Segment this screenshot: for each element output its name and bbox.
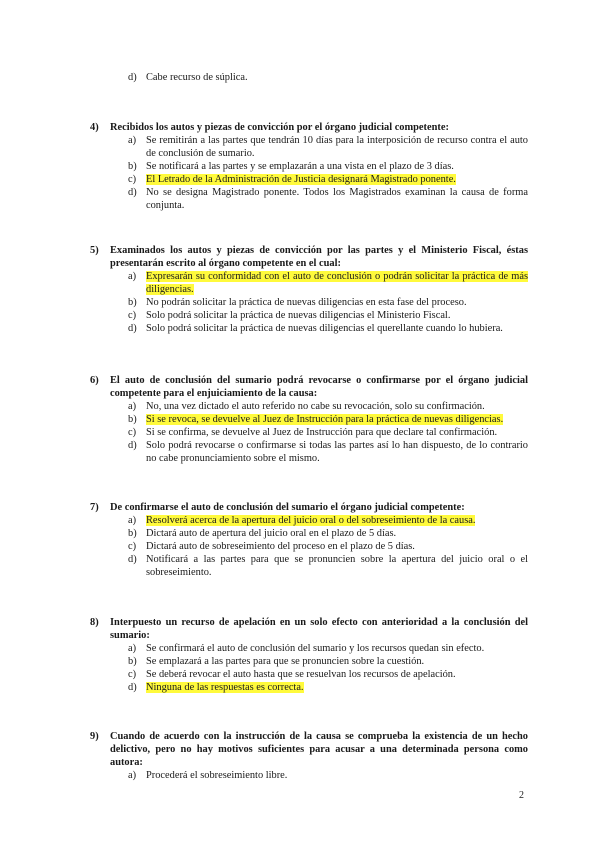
answer-option <box>128 655 528 668</box>
question-text: Examinados los autos y piezas de convicción por las partes y el Ministerio Fiscal, éstas presentarán escrito al órgano competente en el cual: <box>110 245 528 269</box>
answer-option <box>128 309 528 322</box>
option-letter: c) <box>128 310 137 321</box>
highlighted-answer-text: El Letrado de la Administración de Justicia designará Magistrado ponente. <box>146 174 456 185</box>
answer-option <box>128 322 528 335</box>
option-text: Dictará auto de apertura del juicio oral en el plazo de 5 días. <box>146 528 397 539</box>
question-block <box>90 616 528 694</box>
option-letter: d) <box>128 323 137 334</box>
question-block <box>90 374 528 465</box>
question-text: Cuando de acuerdo con la instrucción de la causa se comprueba la existencia de un hecho delictivo, pero no hay motivos suficientes para acusar a una determinada persona como autora: <box>110 731 528 768</box>
option-text: Se notificará a las partes y se emplazarán a una vista en el plazo de 3 días. <box>146 161 454 172</box>
answer-option <box>128 413 528 426</box>
answer-option <box>128 270 528 296</box>
option-letter: c) <box>128 669 137 680</box>
answer-options <box>90 769 528 782</box>
answer-option <box>128 160 528 173</box>
answer-option <box>128 769 528 782</box>
question-number: 7) <box>90 502 99 513</box>
option-text: No se designa Magistrado ponente. Todos los Magistrados examinan la causa de forma conjunta. <box>146 187 528 211</box>
option-letter: d) <box>128 554 137 565</box>
option-letter: a) <box>128 135 137 146</box>
answer-option <box>128 527 528 540</box>
answer-options <box>90 514 528 579</box>
option-text: No podrán solicitar la práctica de nuevas diligencias en esta fase del proceso. <box>146 297 467 308</box>
question-block <box>90 121 528 212</box>
highlighted-answer-text: Resolverá acerca de la apertura del juicio oral o del sobreseimiento de la causa. <box>146 515 476 526</box>
option-letter: a) <box>128 401 137 412</box>
answer-option <box>128 173 528 186</box>
highlighted-answer-text: Expresarán su conformidad con el auto de conclusión o podrán solicitar la práctica de más diligencias. <box>146 271 528 295</box>
option-text: Cabe recurso de súplica. <box>146 72 248 83</box>
option-letter: a) <box>128 770 137 781</box>
question-stem <box>90 374 528 400</box>
question-number: 4) <box>90 122 99 133</box>
option-text: Se deberá revocar el auto hasta que se resuelvan los recursos de apelación. <box>146 669 456 680</box>
answer-options <box>90 71 528 84</box>
option-letter: a) <box>128 515 137 526</box>
option-letter: c) <box>128 427 137 438</box>
answer-option <box>128 400 528 413</box>
question-number: 8) <box>90 617 99 628</box>
option-text: Solo podrá solicitar la práctica de nuevas diligencias el Ministerio Fiscal. <box>146 310 451 321</box>
option-letter: d) <box>128 72 137 83</box>
option-letter: a) <box>128 643 137 654</box>
question-block <box>90 501 528 579</box>
option-text: Dictará auto de sobreseimiento del proceso en el plazo de 5 días. <box>146 541 415 552</box>
answer-option <box>128 514 528 527</box>
answer-option <box>128 296 528 309</box>
answer-option <box>128 439 528 465</box>
question-stem <box>90 616 528 642</box>
question-text: Recibidos los autos y piezas de convicción por el órgano judicial competente: <box>110 122 449 133</box>
option-text: No, una vez dictado el auto referido no cabe su revocación, solo su confirmación. <box>146 401 485 412</box>
question-stem <box>90 244 528 270</box>
answer-option <box>128 71 528 84</box>
question-number: 6) <box>90 375 99 386</box>
option-letter: b) <box>128 161 137 172</box>
option-letter: b) <box>128 414 137 425</box>
answer-options <box>90 400 528 465</box>
question-text: El auto de conclusión del sumario podrá revocarse o confirmarse por el órgano judicial competente para el enjuiciamiento de la causa: <box>110 375 528 399</box>
option-text: Solo podrá revocarse o confirmarse si todas las partes así lo han dispuesto, de lo contrario no cabe pronunciamiento sobre el mismo. <box>146 440 528 464</box>
question-text: Interpuesto un recurso de apelación en un solo efecto con anterioridad a la conclusión del sumario: <box>110 617 528 641</box>
option-text: Solo podrá solicitar la práctica de nuevas diligencias el querellante cuando lo hubiera. <box>146 323 503 334</box>
option-letter: d) <box>128 682 137 693</box>
option-letter: b) <box>128 656 137 667</box>
question-stem <box>90 501 528 514</box>
option-letter: a) <box>128 271 137 282</box>
question-block <box>90 244 528 335</box>
answer-option <box>128 134 528 160</box>
question-stem <box>90 121 528 134</box>
answer-options <box>90 134 528 212</box>
answer-options <box>90 270 528 335</box>
option-text: Si se confirma, se devuelve al Juez de Instrucción para que declare tal confirmación. <box>146 427 498 438</box>
answer-option <box>128 186 528 212</box>
question-number: 9) <box>90 731 99 742</box>
answer-option <box>128 668 528 681</box>
question-block <box>90 730 528 782</box>
option-text: Notificará a las partes para que se pronuncien sobre la apertura del juicio oral o el sobreseimiento. <box>146 554 528 578</box>
question-block <box>90 71 528 84</box>
question-text: De confirmarse el auto de conclusión del sumario el órgano judicial competente: <box>110 502 465 513</box>
question-stem <box>90 730 528 769</box>
option-text: Se emplazará a las partes para que se pronuncien sobre la cuestión. <box>146 656 425 667</box>
option-text: Se confirmará el auto de conclusión del sumario y los recursos quedan sin efecto. <box>146 643 485 654</box>
highlighted-answer-text: Ninguna de las respuestas es correcta. <box>146 682 304 693</box>
answer-option <box>128 681 528 694</box>
answer-options <box>90 642 528 694</box>
option-letter: b) <box>128 297 137 308</box>
answer-option <box>128 642 528 655</box>
option-letter: d) <box>128 440 137 451</box>
question-number: 5) <box>90 245 99 256</box>
answer-option <box>128 426 528 439</box>
option-text: Procederá el sobreseimiento libre. <box>146 770 288 781</box>
answer-option <box>128 553 528 579</box>
highlighted-answer-text: Si se revoca, se devuelve al Juez de Instrucción para la práctica de nuevas diligencias. <box>146 414 504 425</box>
option-letter: d) <box>128 187 137 198</box>
answer-option <box>128 540 528 553</box>
option-text: Se remitirán a las partes que tendrán 10 días para la interposición de recurso contra el auto de conclusión de sumario. <box>146 135 528 159</box>
option-letter: c) <box>128 174 137 185</box>
option-letter: c) <box>128 541 137 552</box>
option-letter: b) <box>128 528 137 539</box>
page-number: 2 <box>519 790 524 801</box>
